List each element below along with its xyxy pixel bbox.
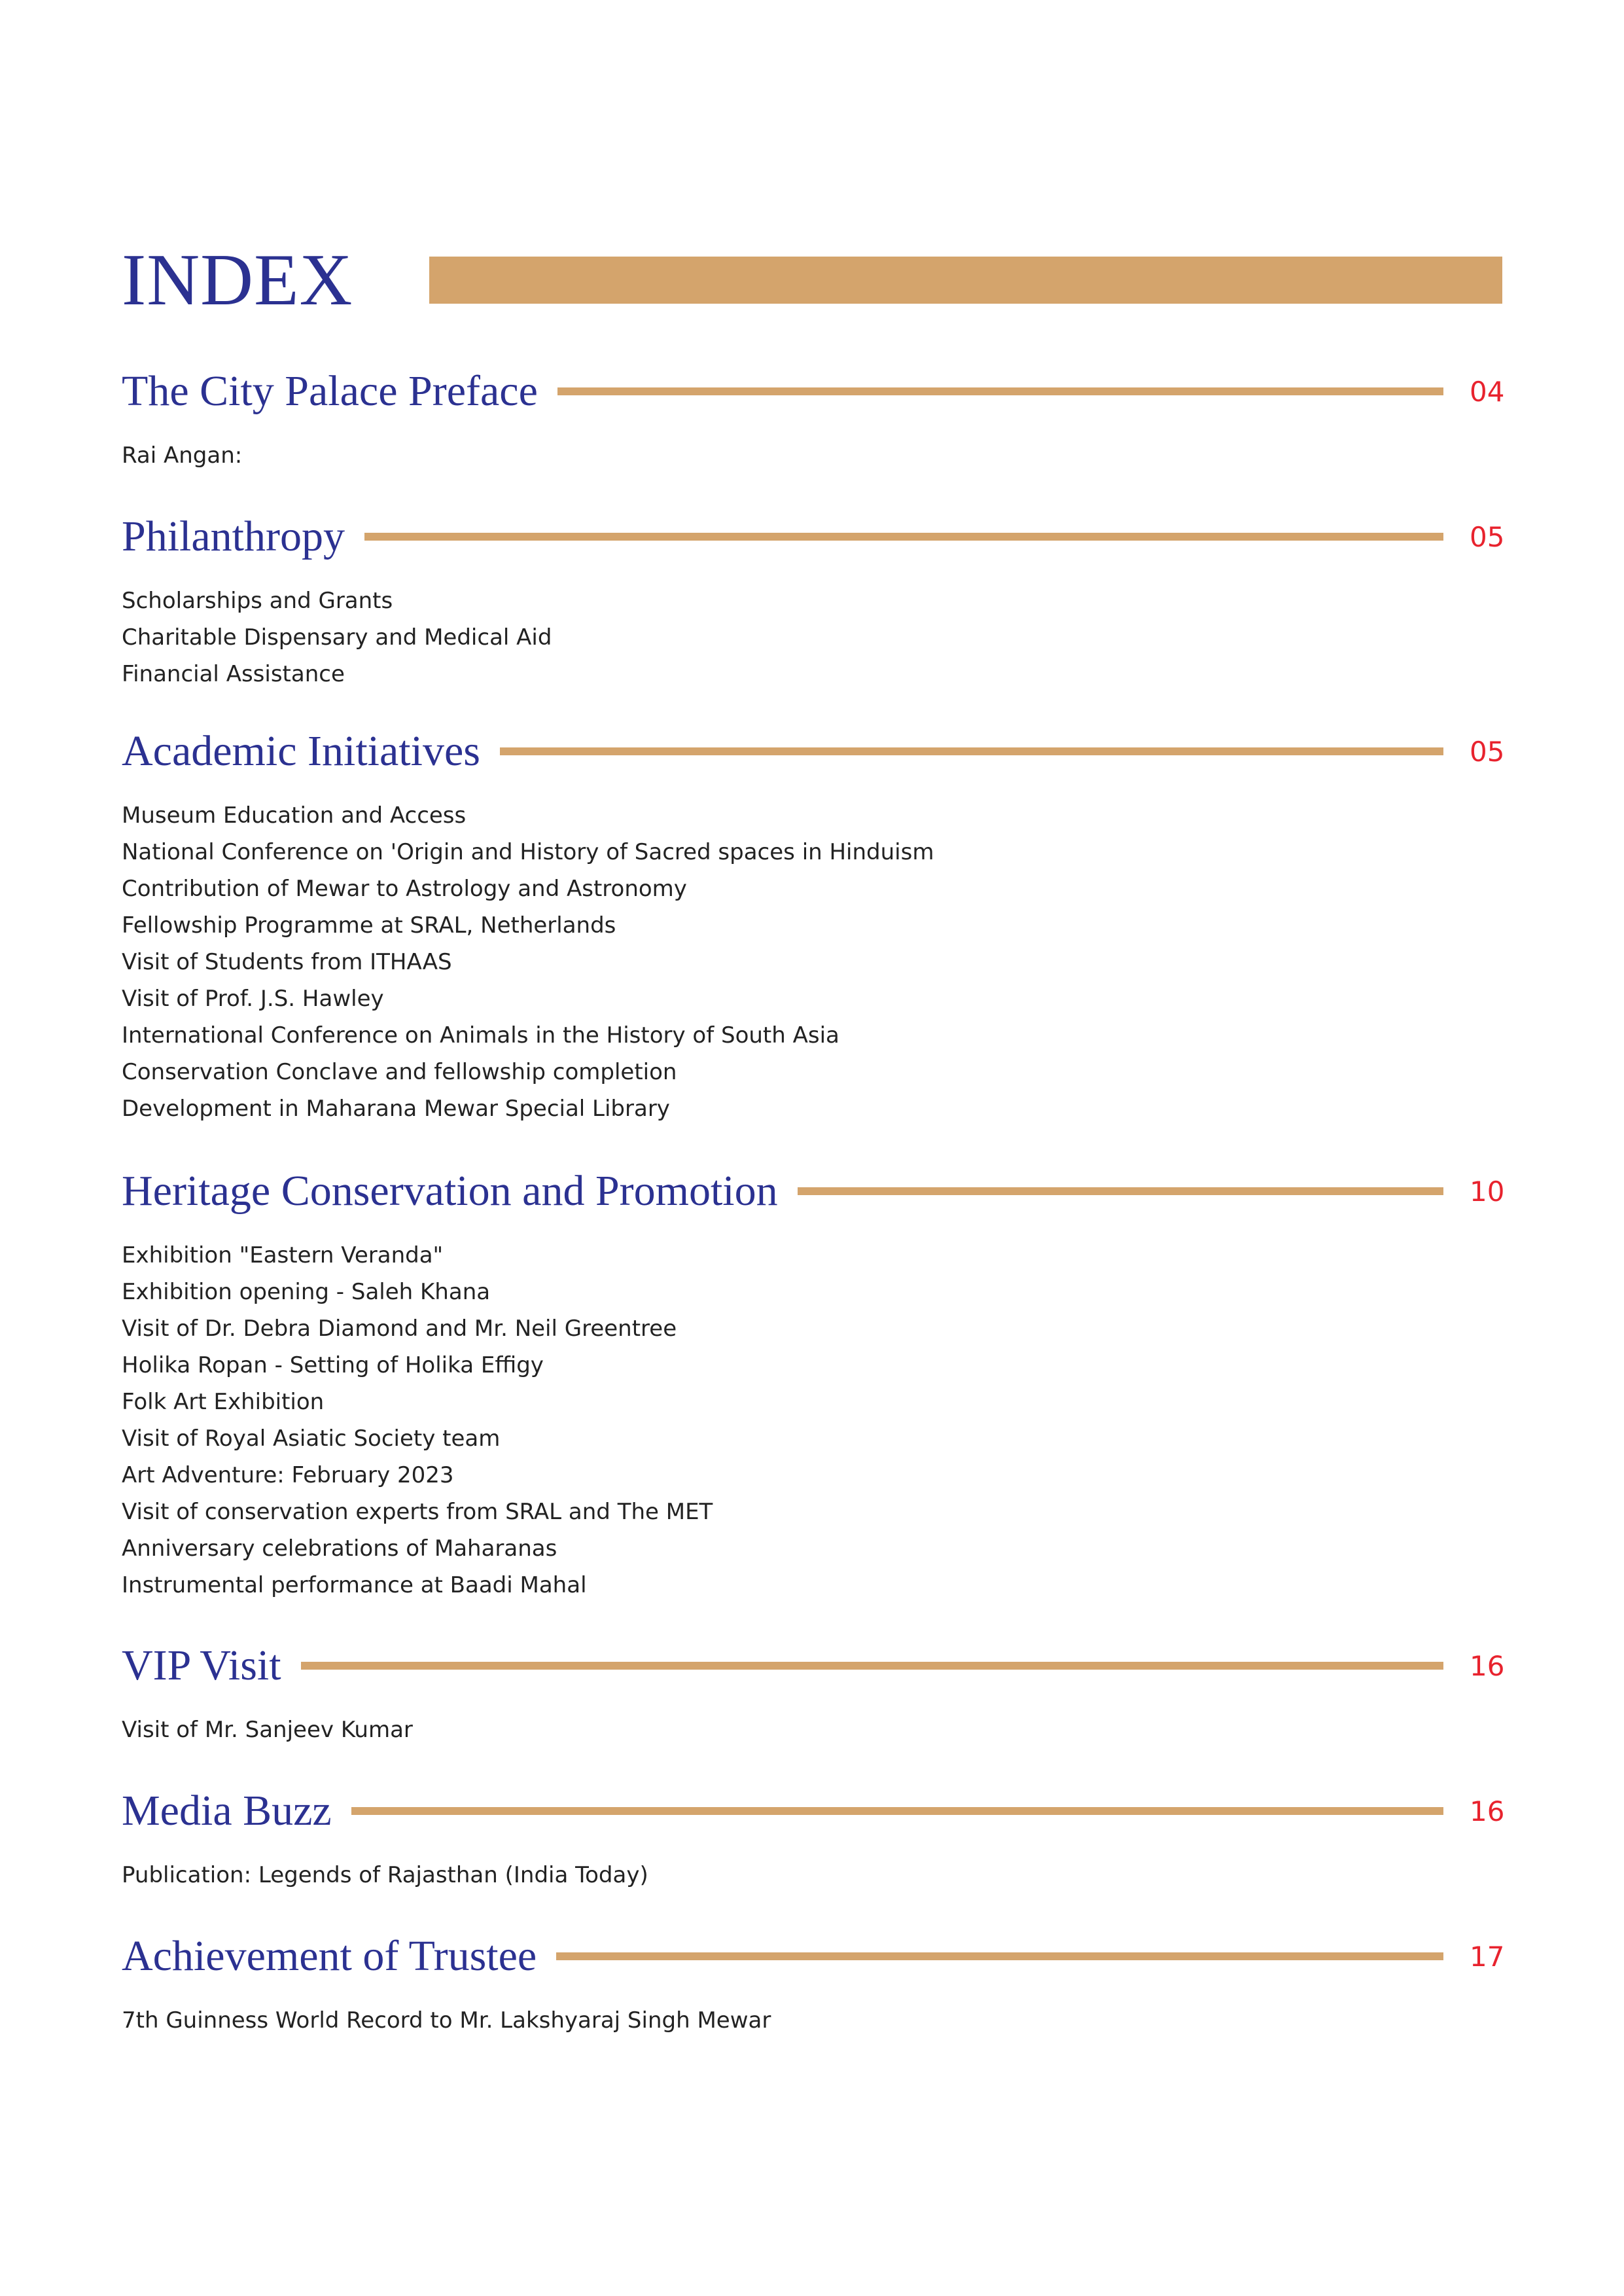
index-entry[interactable]: Anniversary celebrations of Maharanas xyxy=(122,1535,557,1562)
index-entry[interactable]: Exhibition "Eastern Veranda" xyxy=(122,1242,444,1268)
section-rule xyxy=(557,387,1443,395)
index-entry[interactable]: Visit of Prof. J.S. Hawley xyxy=(122,986,384,1012)
index-entry[interactable]: International Conference on Animals in the History of South Asia xyxy=(122,1022,839,1049)
section-entries-academic-initiatives xyxy=(122,797,934,1127)
section-title: Media Buzz xyxy=(122,1787,332,1835)
index-entry[interactable]: Exhibition opening - Saleh Khana xyxy=(122,1279,491,1305)
section-title: Academic Initiatives xyxy=(122,727,480,775)
section-heading-city-palace-preface[interactable] xyxy=(122,362,1505,421)
index-entry[interactable]: Visit of conservation experts from SRAL and The MET xyxy=(122,1499,713,1525)
section-page-number: 17 xyxy=(1470,1940,1505,1973)
section-page-number: 04 xyxy=(1470,375,1505,408)
section-page-number: 16 xyxy=(1470,1795,1505,1827)
index-entry[interactable]: Publication: Legends of Rajasthan (India Today) xyxy=(122,1862,648,1888)
section-title: The City Palace Preface xyxy=(122,367,538,415)
index-entry[interactable]: Charitable Dispensary and Medical Aid xyxy=(122,624,552,651)
section-rule xyxy=(301,1662,1443,1670)
section-title: Philanthropy xyxy=(122,512,345,560)
index-entry[interactable]: Visit of Mr. Sanjeev Kumar xyxy=(122,1717,413,1743)
section-heading-philanthropy[interactable] xyxy=(122,507,1505,566)
section-heading-achievement-of-trustee[interactable] xyxy=(122,1927,1505,1986)
section-entries-achievement-of-trustee xyxy=(122,2002,771,2039)
section-heading-vip-visit[interactable] xyxy=(122,1636,1505,1695)
index-entry[interactable]: Visit of Students from ITHAAS xyxy=(122,949,452,975)
index-entry[interactable]: Visit of Royal Asiatic Society team xyxy=(122,1426,501,1452)
section-rule xyxy=(798,1187,1443,1195)
section-entries-heritage-conservation xyxy=(122,1237,713,1604)
index-entry[interactable]: Art Adventure: February 2023 xyxy=(122,1462,454,1488)
section-page-number: 05 xyxy=(1470,520,1505,553)
index-entry[interactable]: Financial Assistance xyxy=(122,661,345,687)
section-title: Heritage Conservation and Promotion xyxy=(122,1167,778,1215)
index-entry[interactable]: Conservation Conclave and fellowship completion xyxy=(122,1059,677,1085)
index-entry[interactable]: 7th Guinness World Record to Mr. Lakshyaraj Singh Mewar xyxy=(122,2007,771,2034)
section-entries-philanthropy xyxy=(122,583,552,692)
index-entry[interactable]: Fellowship Programme at SRAL, Netherlands xyxy=(122,912,616,939)
section-rule xyxy=(351,1807,1443,1815)
index-entry[interactable]: Instrumental performance at Baadi Mahal xyxy=(122,1572,587,1598)
index-title-bar xyxy=(429,257,1502,304)
section-entries-media-buzz xyxy=(122,1857,648,1893)
section-entries-vip-visit xyxy=(122,1712,413,1748)
section-page-number: 16 xyxy=(1470,1649,1505,1682)
section-title: VIP Visit xyxy=(122,1641,281,1689)
section-title: Achievement of Trustee xyxy=(122,1932,537,1980)
section-heading-academic-initiatives[interactable] xyxy=(122,722,1505,781)
index-title: INDEX xyxy=(122,240,353,321)
section-page-number: 10 xyxy=(1470,1175,1505,1208)
index-header xyxy=(122,241,1502,319)
index-entry[interactable]: Rai Angan: xyxy=(122,442,243,469)
index-entry[interactable]: Contribution of Mewar to Astrology and Astronomy xyxy=(122,876,687,902)
section-page-number: 05 xyxy=(1470,735,1505,768)
section-rule xyxy=(556,1952,1443,1960)
index-entry[interactable]: Development in Maharana Mewar Special Library xyxy=(122,1096,670,1122)
index-entry[interactable]: Folk Art Exhibition xyxy=(122,1389,325,1415)
section-heading-heritage-conservation[interactable] xyxy=(122,1162,1505,1221)
index-entry[interactable]: National Conference on 'Origin and History of Sacred spaces in Hinduism xyxy=(122,839,934,865)
section-rule xyxy=(364,533,1443,541)
index-entry[interactable]: Museum Education and Access xyxy=(122,802,467,829)
index-entry[interactable]: Holika Ropan - Setting of Holika Effigy xyxy=(122,1352,544,1378)
section-rule xyxy=(500,747,1443,755)
index-entry[interactable]: Scholarships and Grants xyxy=(122,588,393,614)
section-entries-city-palace-preface xyxy=(122,437,242,474)
section-heading-media-buzz[interactable] xyxy=(122,1782,1505,1840)
index-entry[interactable]: Visit of Dr. Debra Diamond and Mr. Neil Greentree xyxy=(122,1316,677,1342)
